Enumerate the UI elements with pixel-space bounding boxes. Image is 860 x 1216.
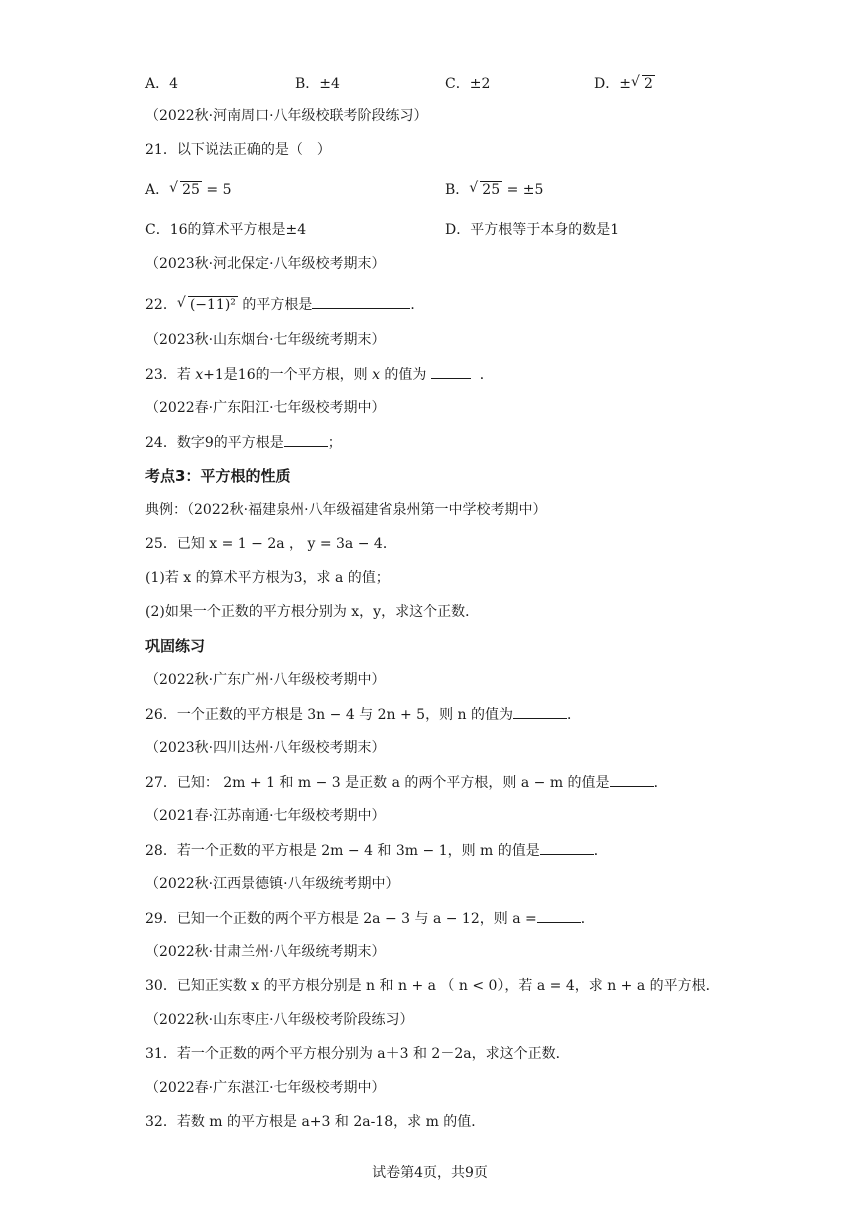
q26-text: 26．一个正数的平方根是 3n − 4 与 2n + 5，则 n 的值为 (145, 707, 514, 723)
q25-part2: (2)如果一个正数的平方根分别为 x，y，求这个正数． (145, 604, 480, 620)
q29-text: 29．已知一个正数的两个平方根是 2a − 3 与 a − 12，则 a = (145, 911, 537, 927)
q23-text2: +1是16的一个平方根，则 (203, 367, 373, 383)
sqrt-symbol (169, 180, 202, 200)
q21-option-b-prefix: B． (445, 182, 470, 198)
q21-option-a-prefix: A． (145, 182, 170, 198)
q22-radicand: (−11)² (189, 297, 236, 313)
q23-var: x (195, 367, 204, 383)
q20-option-a: A．4 (145, 76, 179, 92)
q21-option-a (145, 180, 232, 200)
q21-stem: 21．以下说法正确的是（ ） (145, 142, 331, 158)
source-note-20: （2022秋·河南周口·八年级校联考阶段练习） (145, 108, 428, 124)
q24 (145, 432, 342, 453)
q20-option-d (594, 74, 655, 94)
q29 (145, 908, 595, 929)
source-note-32: （2022春·广东湛江·七年级校考期中） (145, 1080, 386, 1096)
q29-end: ． (580, 911, 595, 927)
q31: 31．若一个正数的两个平方根分别为 a＋3 和 2－2a，求这个正数． (145, 1046, 570, 1062)
q22-end: ． (410, 297, 425, 313)
practice-heading: 巩固练习 (145, 637, 206, 655)
q23-end: ． (479, 367, 494, 383)
q21-option-a-tail: = 5 (201, 182, 232, 198)
q21-option-b-tail: = ±5 (502, 182, 544, 198)
q21-option-d: D．平方根等于本身的数是1 (445, 222, 620, 238)
q25-part1: (1)若 x 的算术平方根为3，求 a 的值； (145, 570, 390, 586)
q20-option-d-prefix: D．± (594, 76, 631, 92)
answer-blank[interactable] (284, 432, 328, 447)
q26-end: ． (567, 707, 582, 723)
q28-text: 28．若一个正数的平方根是 2m − 4 和 3m − 1，则 m 的值是 (145, 843, 540, 859)
source-note-23: （2022春·广东阳江·七年级校考期中） (145, 400, 386, 416)
answer-blank[interactable] (537, 908, 581, 923)
q27-end: ． (653, 775, 668, 791)
q21-option-a-radicand: 25 (182, 182, 200, 198)
source-note-30: （2022秋·甘肃兰州·八年级统考期末） (145, 944, 386, 960)
q22-text: 的平方根是 (237, 297, 313, 313)
source-note-21: （2023秋·河北保定·八年级校考期末） (145, 256, 386, 272)
sqrt-symbol (631, 74, 655, 94)
source-note-31: （2022秋·山东枣庄·八年级校考阶段练习） (145, 1012, 414, 1028)
source-note-27: （2023秋·四川达州·八年级校考期末） (145, 740, 386, 756)
source-note-29: （2022秋·江西景德镇·八年级统考期中） (145, 876, 400, 892)
q23-text3: 的值为 (379, 367, 431, 383)
section-heading: 考点3：平方根的性质 (145, 467, 291, 485)
q22 (145, 294, 424, 315)
source-note-26: （2022秋·广东广州·八年级校考期中） (145, 672, 386, 688)
answer-blank[interactable] (610, 772, 654, 787)
sqrt-symbol (469, 180, 502, 200)
q32: 32．若数 m 的平方根是 a+3 和 2a-18，求 m 的值． (145, 1114, 486, 1130)
answer-blank[interactable] (540, 840, 594, 855)
answer-blank[interactable] (431, 364, 471, 379)
q24-end: ； (327, 435, 342, 451)
q20-option-b: B．±4 (295, 76, 340, 92)
source-note-28: （2021春·江苏南通·七年级校考期中） (145, 808, 386, 824)
q30: 30．已知正实数 x 的平方根分别是 n 和 n + a （ n < 0），若 a = 4，求 n + a 的平方根． (145, 978, 720, 994)
q23-var2: x (372, 367, 380, 383)
q23 (145, 364, 494, 385)
example-source: 典例：（2022秋·福建泉州·八年级福建省泉州第一中学校考期中） (145, 502, 547, 518)
q25-stem: 25．已知 x = 1 − 2a ， y = 3a − 4． (145, 536, 397, 552)
q21-option-b-radicand: 25 (482, 182, 501, 198)
answer-blank[interactable] (312, 294, 410, 309)
sqrt-symbol (177, 295, 238, 315)
answer-blank[interactable] (513, 704, 567, 719)
q21-option-c: C．16的算术平方根是±4 (145, 222, 307, 238)
q21-option-b (445, 180, 543, 200)
q26 (145, 704, 581, 725)
page-footer: 试卷第4页，共9页 (372, 1165, 488, 1181)
q22-number: 22． (145, 297, 177, 313)
q24-text: 24．数字9的平方根是 (145, 435, 284, 451)
q20-option-c: C．±2 (445, 76, 491, 92)
q20-option-d-radicand: 2 (643, 76, 653, 92)
q28 (145, 840, 608, 861)
q23-text1: 23．若 (145, 367, 196, 383)
source-note-22: （2023秋·山东烟台·七年级统考期末） (145, 332, 386, 348)
q28-end: ． (593, 843, 608, 859)
q27-text: 27．已知： 2m + 1 和 m − 3 是正数 a 的两个平方根，则 a − m 的值是 (145, 775, 610, 791)
q27 (145, 772, 668, 793)
